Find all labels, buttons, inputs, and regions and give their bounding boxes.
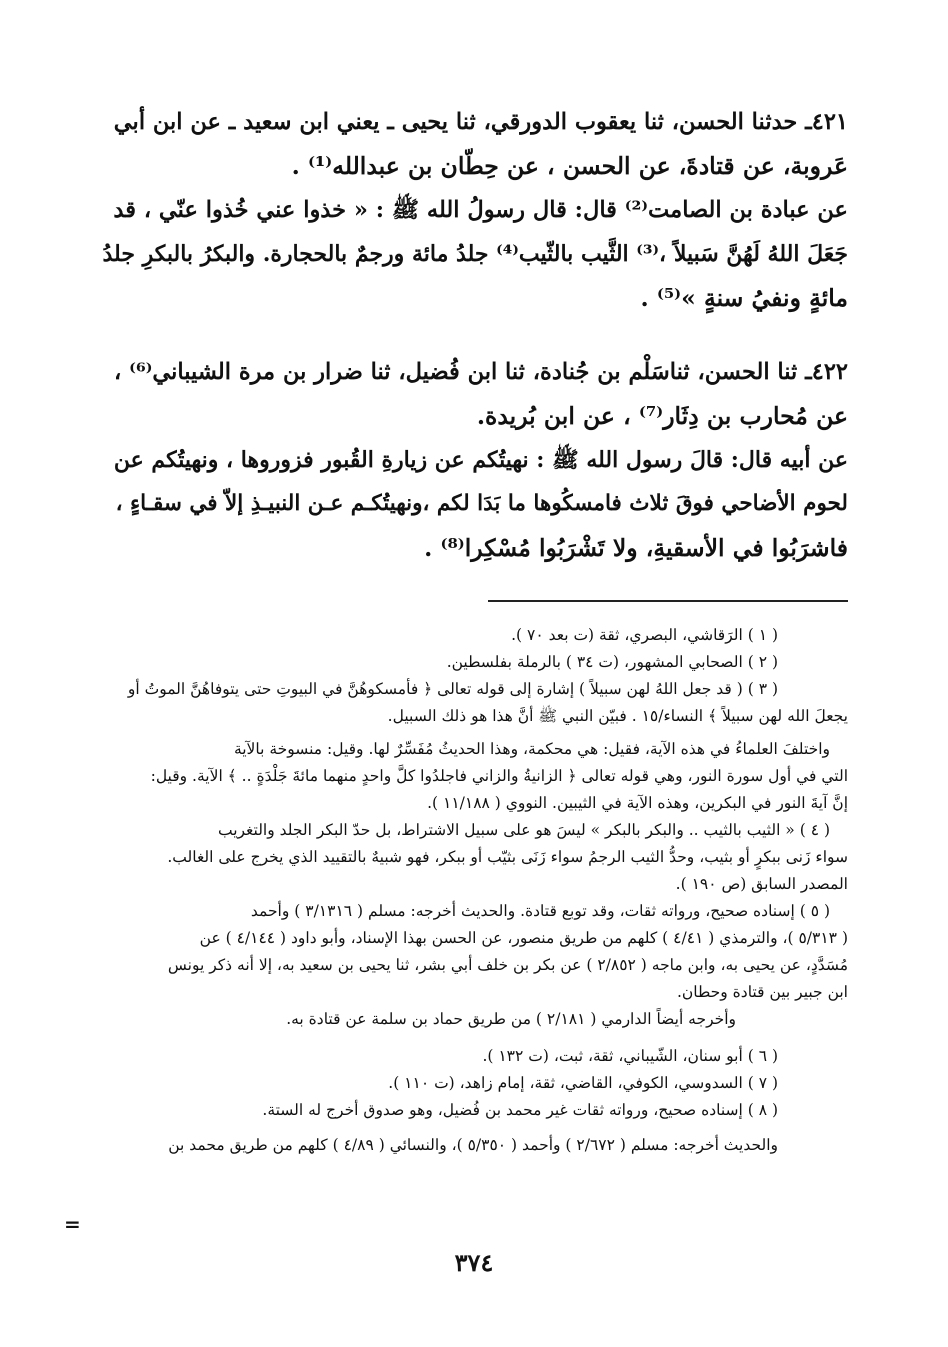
text-line: عن أبيه قال: قالَ رسول الله ﷺ : نهيتُكم عن زيارةِ القُبور فزوروها ، ونهيتُكم عن: [113, 447, 848, 473]
text-line: ٤٢١ـ حدثنا الحسن، ثنا يعقوب الدورقي، ثنا يحيى ـ يعني ابن سعيد ـ عن ابن أبي: [113, 109, 848, 135]
text-line: ٤٢٢ـ ثنا الحسن، ثناسَلْم بن جُنادة، ثنا ابن فُضيل، ثنا ضرار بن مرة الشيباني⁽⁶⁾ ،: [114, 359, 848, 385]
hadith-422: [100, 350, 848, 570]
footnote-line: إنَّ آيةَ النور في البكرين، وهذه الآية في الثيبين. النووي ( ١١/١٨٨ ).: [427, 794, 848, 812]
footnote-line: والحديث أخرجه: مسلم ( ٢/٦٧٢ ) وأحمد ( ٥/٣٥٠ )، والنسائي ( ٤/٨٩ ) كلهم من طريق محمد بن: [168, 1136, 778, 1154]
footnote-line: ( ٥ ) إسناده صحيح، ورواته ثقات، وقد توبع قتادة. والحديث أخرجه: مسلم ( ٣/١٣١٦ ) وأحمد: [250, 902, 830, 920]
text-line: فاشرَبُوا في الأسقيةِ، ولا تَشْرَبُوا مُسْكِرا⁽⁸⁾ .: [424, 534, 848, 562]
footnote-line: وأخرجه أيضاً الدارمي ( ٢/١٨١ ) من طريق حماد بن سلمة عن قتادة به.: [286, 1010, 736, 1028]
text-line: مائةٍ ونفيُ سنةٍ »⁽⁵⁾ .: [640, 284, 848, 312]
footnote-line: ( ٤ ) « الثيب بالثيب .. والبكر بالبكر » ليسَ هو على سبيل الاشتراط، بل حدّ البكر الجلد والتغريب: [217, 821, 830, 839]
footnote-line: المصدر السابق (ص ١٩٠ ).: [675, 875, 848, 893]
hadith-421: [100, 100, 848, 320]
continuation-mark: =: [64, 1212, 81, 1236]
footnote-line: ( ٥/٣١٣ )، والترمذي ( ٤/٤١ ) كلهم من طريق منصور، عن الحسن بهذا الإسناد، وأبو داود ( ٤/١٤٤ ) عن: [199, 929, 848, 947]
footnote-line: ( ٨ ) إسناده صحيح، ورواته ثقات غير محمد بن فُضيل، وهو صدوق أخرج له الستة.: [262, 1101, 778, 1119]
footnote-line: واختلفَ العلماءُ في هذه الآية، فقيل: هي محكمة، وهذا الحديثُ مُفَسِّرٌ لها. وقيل: منسوخة بالآية: [233, 740, 830, 758]
footnote-line: مُسَدَّدٍ، عن يحيى به، وابن ماجه ( ٢/٨٥٢ ) عن بكر بن خلف أبي بشر، ثنا يحيى بن سعيد به، إلا أنه ذكر يونس: [167, 956, 848, 974]
page-number: ٣٧٤: [454, 1248, 494, 1277]
footnote-line: ابن جبير بين قتادة وحطان.: [676, 983, 848, 1001]
footnote-line: ( ٢ ) الصحابي المشهور، (ت ٣٤ ) بالرملة بفلسطين.: [446, 653, 778, 671]
footnote-line: ( ٦ ) أبو سنان، الشّيباني، ثقة، ثبت، (ت ١٣٢ ).: [482, 1047, 778, 1065]
footnote-line: التي في أول سورة النور، وهي قوله تعالى ﴿ الزانيةُ والزاني فاجلدُوا كلَّ واحدٍ منهما مائةَ جَلْدَةٍ .. ﴾ الآية. وقيل:: [150, 767, 848, 785]
text-line: جَعَلَ اللهُ لَهُنَّ سَبيلاً ،⁽³⁾ الثَّيب بالثّيب⁽⁴⁾ جلدُ مائة ورجمٌ بالحجارة. والبكرُ بالبكرِ جلدُ: [102, 241, 848, 267]
text-line: عَروبة، عن قتادةَ، عن الحسن ، عن حِطّان بن عبدالله⁽¹⁾ .: [291, 152, 848, 180]
footnote-line: ( ٧ ) السدوسي، الكوفي، القاضي، ثقة، إمام زاهد، (ت ١١٠ ).: [388, 1074, 778, 1092]
footnotes: [100, 622, 848, 1159]
footnote-line: سواء زَنى ببكرٍ أو بثيب، وحدُّ الثيب الرجمُ سواء زَنَى بثيّب أو ببكر، فهو شبيهٌ بالتقييد الذي يخرج على الغالب.: [167, 848, 848, 866]
footnote-separator: [488, 600, 848, 602]
footnote-line: ( ١ ) الرَقاشي، البصري، ثقة (ت بعد ٧٠ ).: [511, 626, 778, 644]
text-line: لحوم الأضاحي فوقَ ثلاث فامسكُوها ما بَدَا لكم ،ونهيتُكـم عـن النبيـذِ إلاّ في سقـاءٍ ،: [115, 491, 848, 516]
text-line: عن مُحارب بن دِثَار⁽⁷⁾ ، عن ابن بُريدة.: [476, 402, 848, 430]
text-line: عن عبادة بن الصامت⁽²⁾ قال: قال رسولُ الله ﷺ : « خذوا عني خُذوا عنّي ، قد: [113, 197, 848, 223]
footnote-line: يجعلَ الله لهن سبيلاً ﴾ النساء/١٥ . فبيّن النبي ﷺ أنَّ هذا هو ذلك السبيل.: [387, 707, 848, 725]
footnote-line: ( ٣ ) ( قد جعل اللهُ لهن سبيلاً ) إشارة إلى قوله تعالى ﴿ فأمسكوهُنَّ في البيوتِ حتى يتوفاهُنَّ الموتُ أو: [127, 680, 778, 698]
